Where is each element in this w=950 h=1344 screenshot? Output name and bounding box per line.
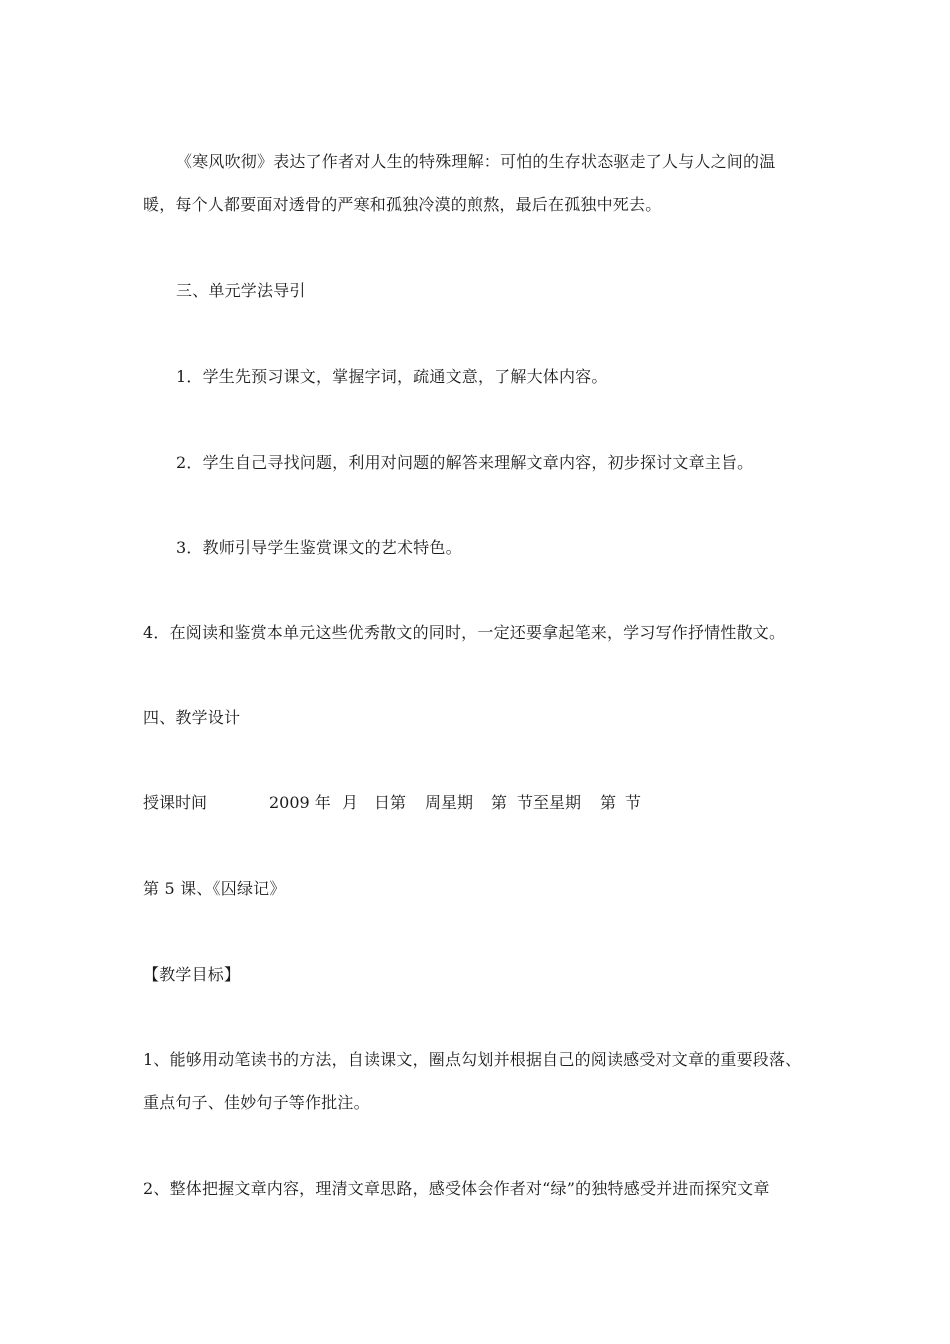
- list-item: 2．学生自己寻找问题，利用对问题的解答来理解文章内容，初步探讨文章主旨。: [176, 453, 754, 472]
- list-item: 1．学生先预习课文，掌握字词，疏通文意，了解大体内容。: [176, 367, 608, 386]
- list-item: 3．教师引导学生鉴赏课文的艺术特色。: [176, 538, 462, 557]
- section-heading: 三、单元学法导引: [176, 281, 306, 300]
- objective-line: 重点句子、佳妙句子等作批注。: [143, 1093, 370, 1112]
- schedule-period-2: 第: [600, 793, 617, 812]
- list-item: 4．在阅读和鉴赏本单元这些优秀散文的同时，一定还要拿起笔来，学习写作抒情性散文。: [143, 623, 786, 642]
- schedule-week: 周星期: [425, 793, 474, 812]
- lesson-title: 第 5 课、《囚绿记》: [143, 879, 286, 898]
- schedule-end: 节: [625, 793, 642, 812]
- schedule-to: 节至星期: [517, 793, 582, 812]
- schedule-period: 第: [491, 793, 508, 812]
- schedule-month: 月: [342, 793, 359, 812]
- paragraph-line: 《寒风吹彻》表达了作者对人生的特殊理解：可怕的生存状态驱走了人与人之间的温: [176, 152, 776, 171]
- schedule-label: 授课时间: [143, 793, 208, 812]
- objectives-heading: 【教学目标】: [143, 965, 241, 984]
- schedule-year: 2009 年: [269, 793, 331, 812]
- paragraph-line: 暖，每个人都要面对透骨的严寒和孤独冷漠的煎熬，最后在孤独中死去。: [143, 195, 662, 214]
- schedule-day: 日第: [374, 793, 407, 812]
- objective-line: 1、能够用动笔读书的方法，自读课文，圈点勾划并根据自己的阅读感受对文章的重要段落、: [143, 1050, 802, 1069]
- section-heading: 四、教学设计: [143, 708, 241, 727]
- objective-line: 2、整体把握文章内容，理清文章思路，感受体会作者对“绿”的独特感受并进而探究文章: [143, 1179, 770, 1198]
